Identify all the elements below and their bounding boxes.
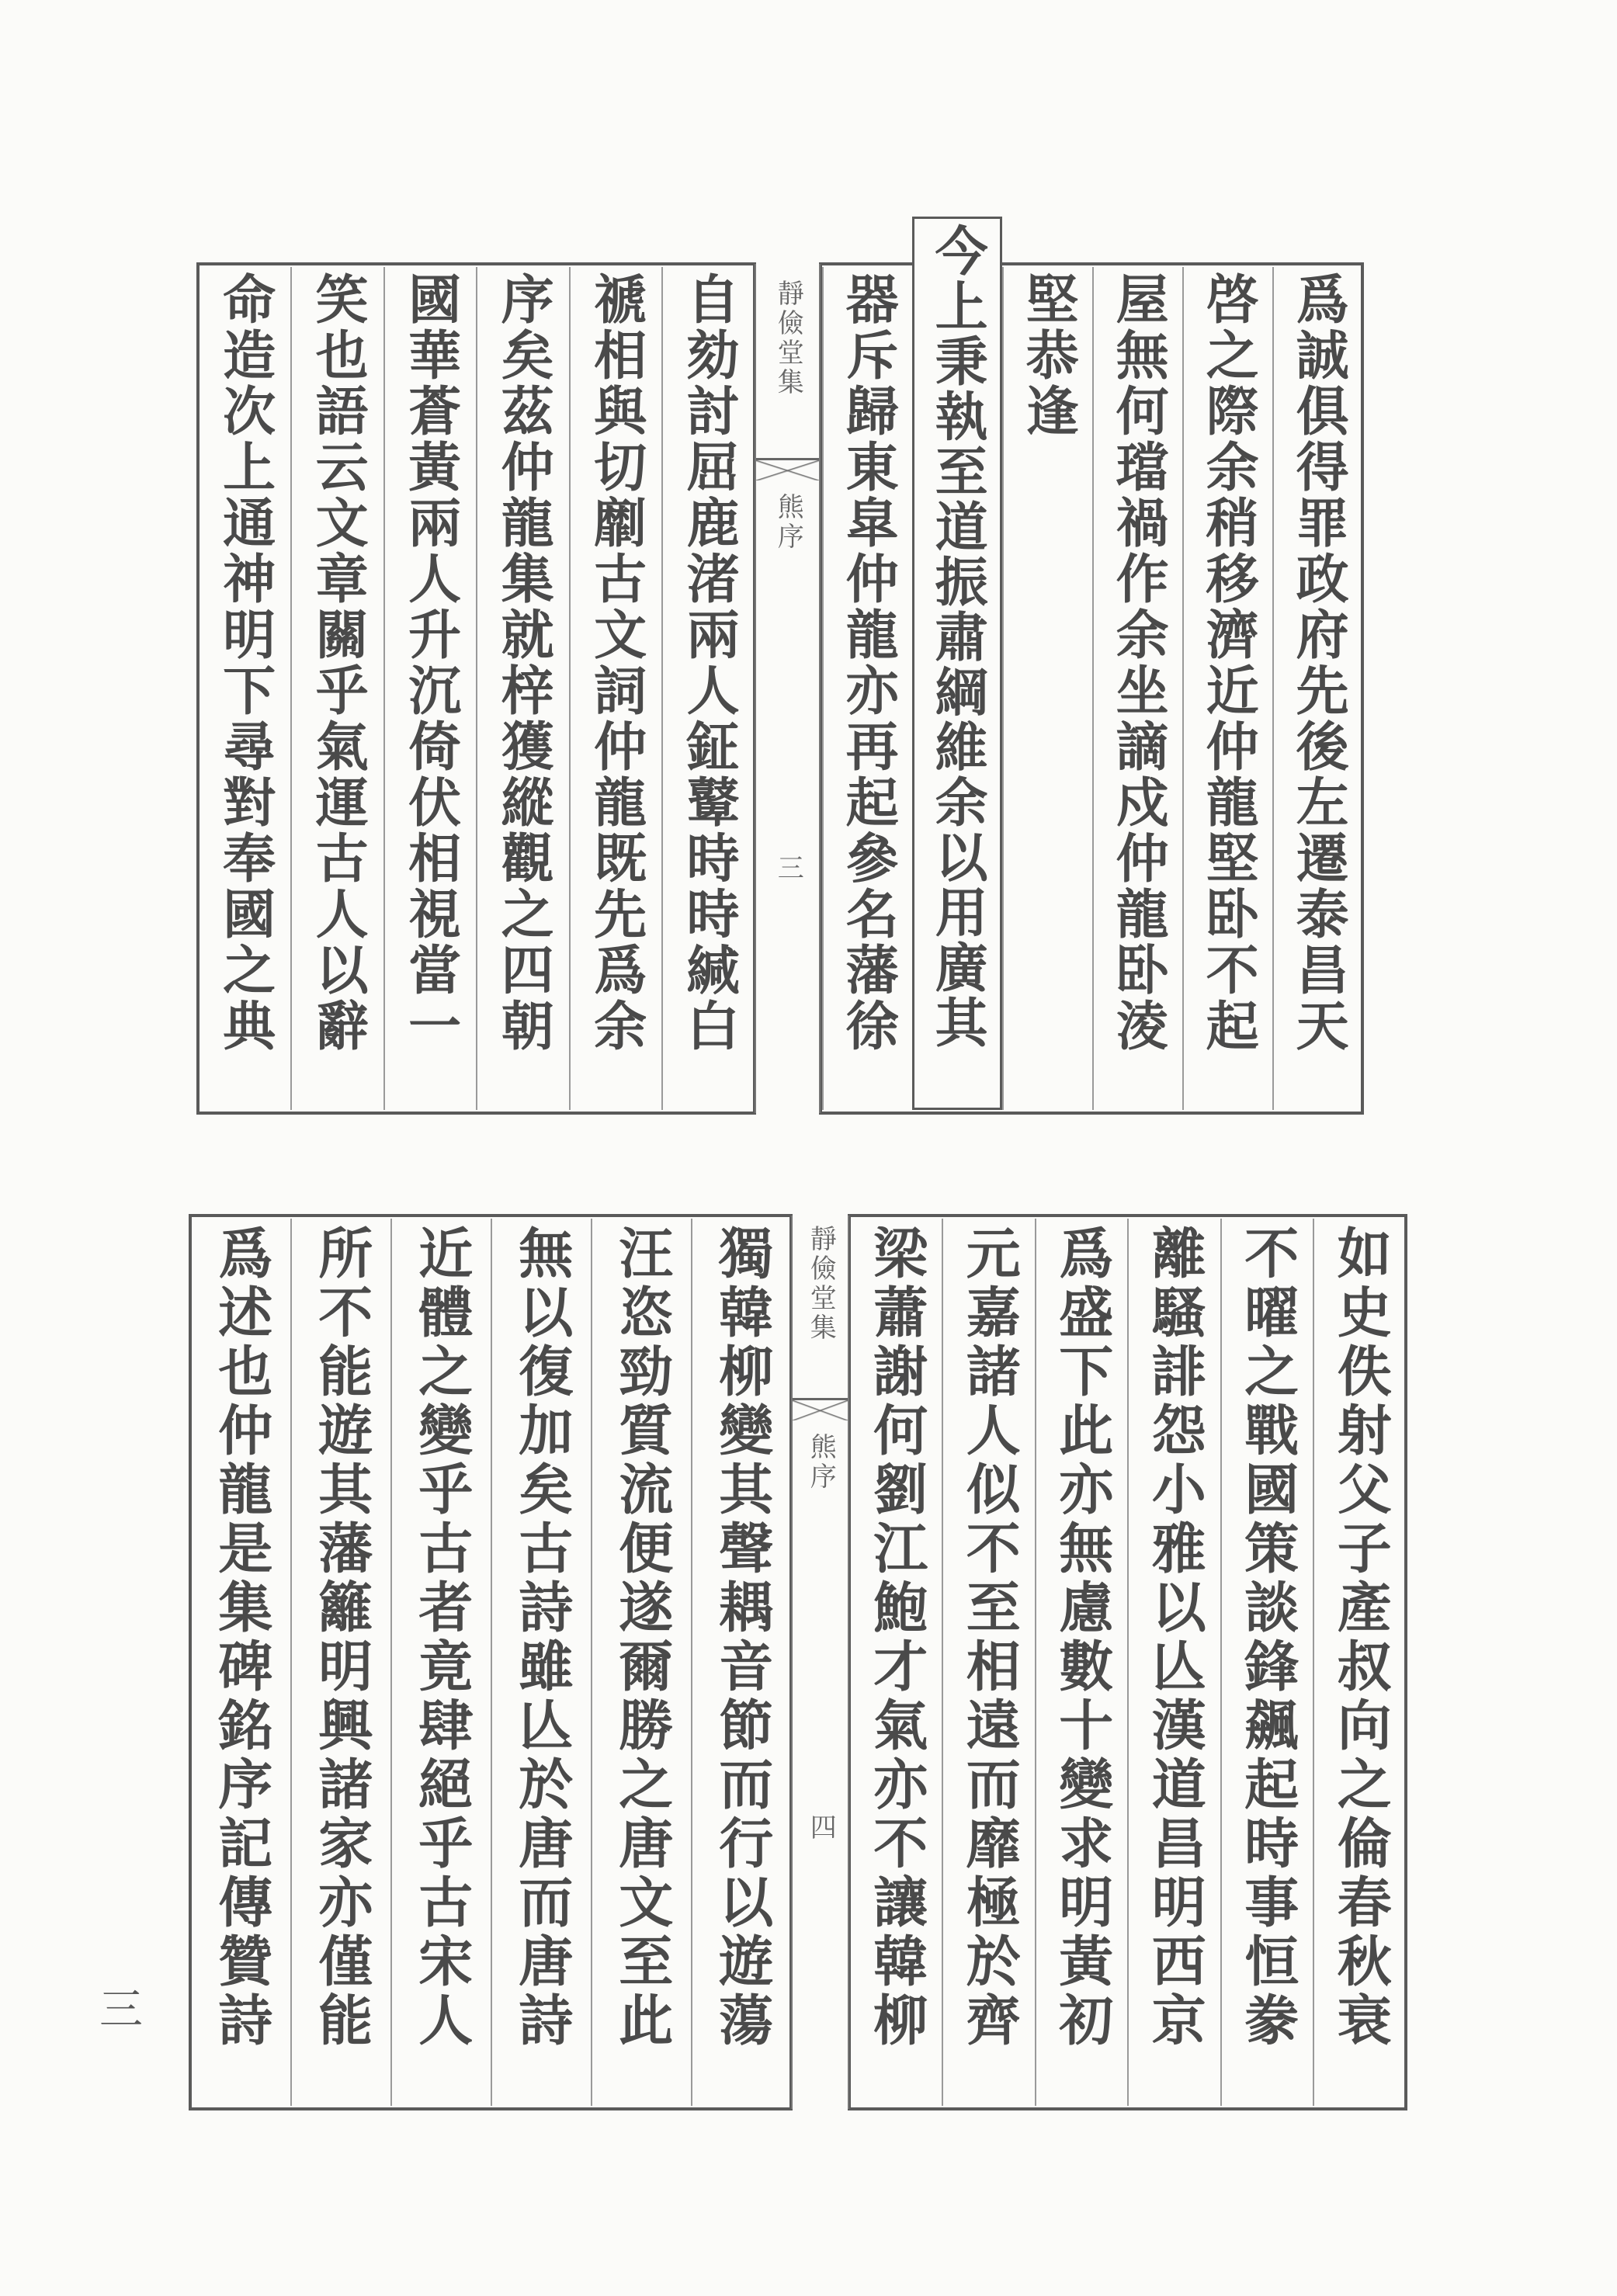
column-text: 獨韓柳變其聲耦音節而行以遊蕩 [710, 1225, 775, 2051]
column-text: 不曜之戰國策談鋒飆起時事恒豢 [1235, 1225, 1300, 2051]
text-column [1272, 267, 1362, 1110]
column-text: 國華蒼黃兩人升沉倚伏相視當一 [399, 272, 462, 1054]
column-text: 汪恣勁質流便遂爾勝之唐文至此 [609, 1225, 675, 2051]
column-text: 屋無何璫禍作余坐謫戍仲龍卧淩 [1107, 272, 1170, 1054]
page-number: 三 [99, 1985, 143, 2035]
text-column [383, 267, 476, 1110]
column-text: 堅恭逢 [1017, 272, 1080, 439]
column-text: 今上秉執至道振肅綱維余以用廣其 [926, 224, 989, 1050]
text-column [1182, 267, 1272, 1110]
text-column [569, 267, 661, 1110]
fishtail-mark [793, 1398, 848, 1424]
column-text: 元嘉諸人似不至相遠而靡極於齊 [957, 1225, 1022, 2051]
text-column [1002, 267, 1092, 1110]
text-column [200, 267, 290, 1110]
text-column [1092, 267, 1182, 1110]
text-column [290, 1219, 390, 2106]
text-column [851, 1219, 942, 2106]
text-column [290, 267, 383, 1110]
column-text: 爲誠俱得罪政府先後左遷泰昌天 [1287, 272, 1350, 1054]
center-fold-margin [791, 1216, 849, 2109]
fishtail-mark [756, 458, 819, 484]
column-text: 啓之際余稍移濟近仲龍堅卧不起 [1197, 272, 1260, 1054]
column-text: 所不能遊其藩籬明興諸家亦僅能 [309, 1225, 374, 2051]
column-text: 近體之變乎古者竟肆絕乎古宋人 [409, 1225, 474, 2051]
book-title: 靜儉堂集 [805, 1225, 837, 1343]
section-title: 熊序 [805, 1433, 837, 1492]
text-column [691, 1219, 791, 2106]
column-text: 如史佚射父子產叔向之倫春秋衰 [1328, 1225, 1393, 2051]
folio-number: 四 [805, 1813, 837, 1843]
text-column [491, 1219, 591, 2106]
text-column [591, 1219, 691, 2106]
column-text: 梁蕭謝何劉江鮑才氣亦不讓韓柳 [864, 1225, 929, 2051]
section-title: 熊序 [772, 493, 804, 552]
raised-text-column [912, 217, 1002, 1110]
text-column [390, 1219, 491, 2106]
column-text: 爲述也仲龍是集碑銘序記傳贊詩 [209, 1225, 274, 2051]
text-column [822, 267, 912, 1110]
column-text: 自劾討屈鹿渚兩人鉦鼙時時緘白 [678, 272, 741, 1054]
column-text: 笑也語云文章關乎氣運古人以辭 [307, 272, 370, 1054]
book-title: 靜儉堂集 [772, 279, 804, 397]
column-text: 離騷誹怨小雅以亾漢道昌明西京 [1143, 1225, 1208, 2051]
text-column [1220, 1219, 1313, 2106]
text-column [1035, 1219, 1127, 2106]
text-column [1313, 1219, 1406, 2106]
column-text: 器斥歸東皐仲龍亦再起參名藩徐 [837, 272, 900, 1054]
column-text: 禠相與切劘古文詞仲龍既先爲余 [585, 272, 647, 1054]
text-column [476, 267, 569, 1110]
text-column [661, 267, 755, 1110]
column-text: 序矣茲仲龍集就梓獲縱觀之四朝 [492, 272, 555, 1054]
column-text: 爲盛下此亦無慮數十變求明黃初 [1050, 1225, 1115, 2051]
center-fold-margin [755, 264, 821, 1113]
folio-number: 三 [772, 854, 804, 883]
text-column [942, 1219, 1035, 2106]
column-text: 無以復加矣古詩雖亾於唐而唐詩 [509, 1225, 574, 2051]
text-column [192, 1219, 290, 2106]
text-column [1127, 1219, 1220, 2106]
column-text: 命造次上通神明下尋對奉國之典 [213, 272, 276, 1054]
